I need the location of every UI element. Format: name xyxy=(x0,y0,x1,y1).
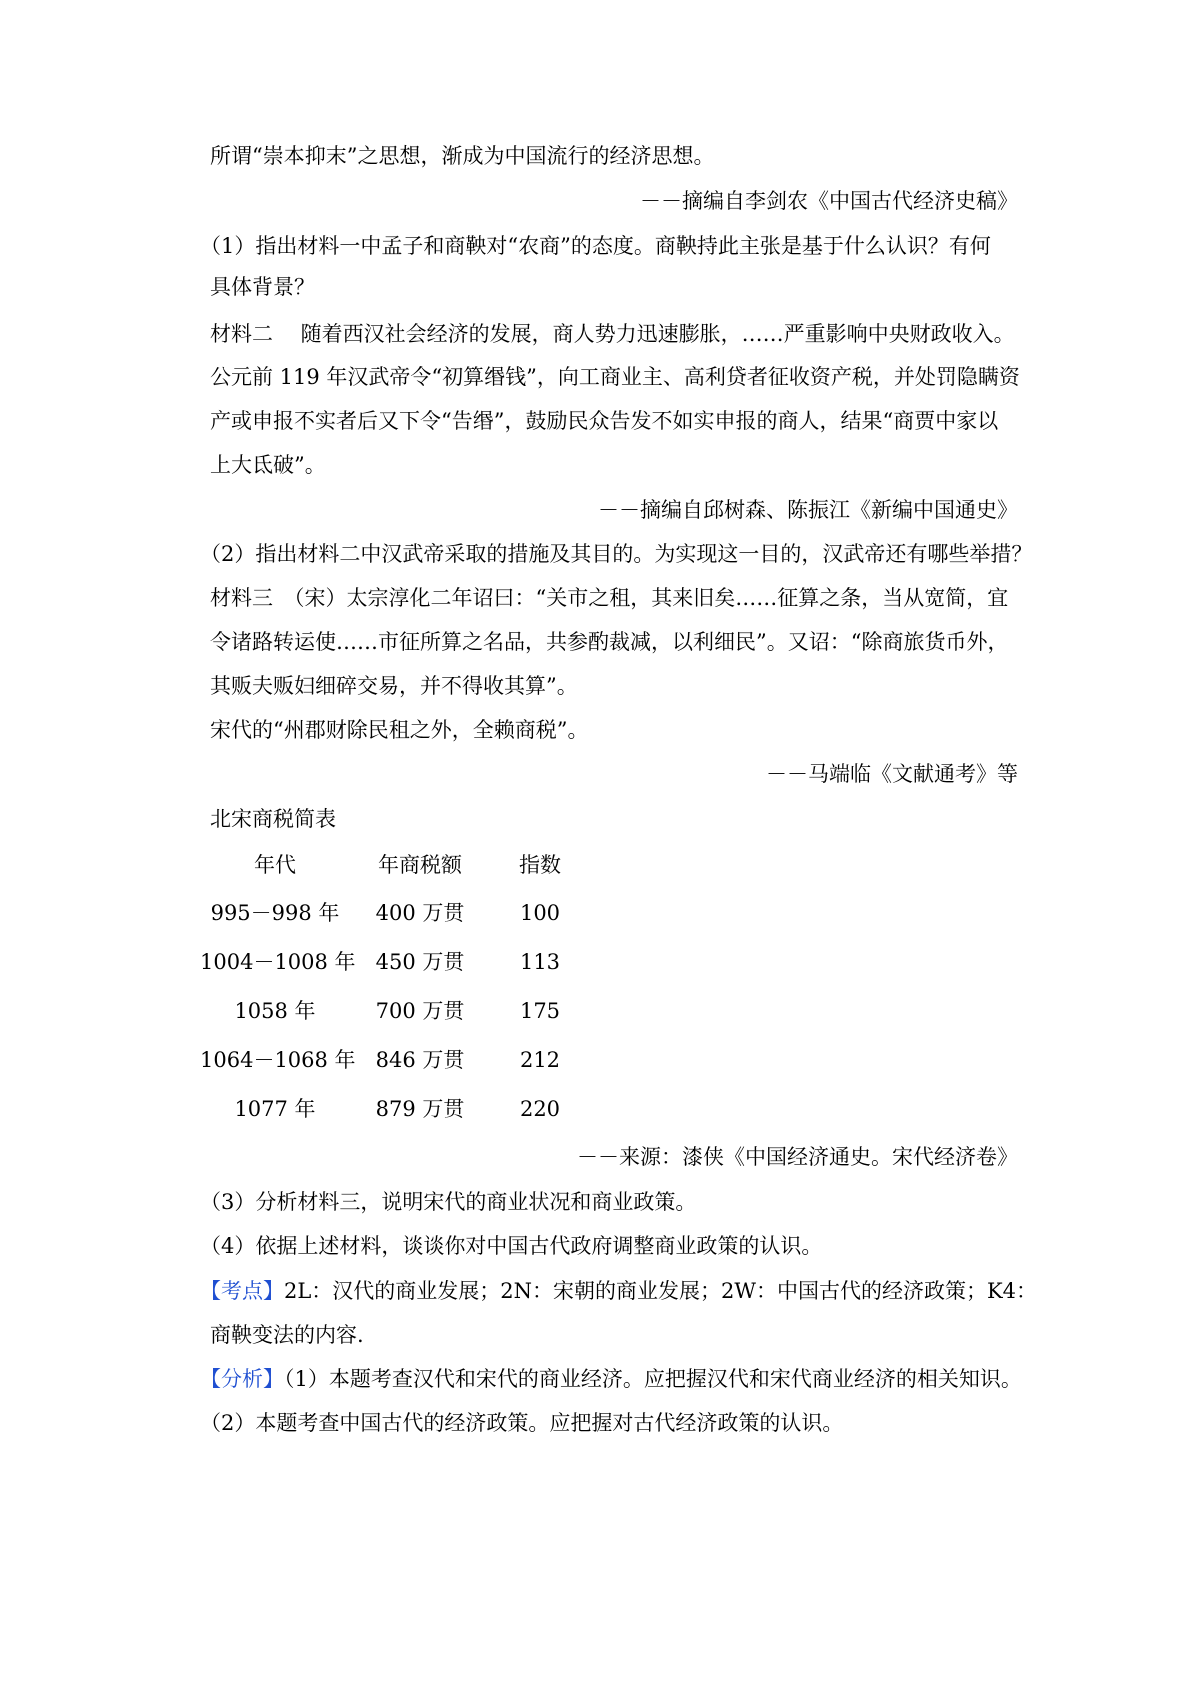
table-cell: 450 万贯 xyxy=(375,950,465,974)
source-citation: －－马端临《文献通考》等 xyxy=(766,762,1018,786)
table-cell: 1004－1008 年 xyxy=(200,950,356,974)
material-3-line: 材料三 （宋）太宗淳化二年诏曰：“关市之租，其来旧矣……征算之条，当从宽简，宜 xyxy=(210,586,1009,610)
kaodian-line xyxy=(200,1278,1037,1304)
material-2-line: 公元前 119 年汉武帝令“初算缗钱”，向工商业主、高利贷者征收资产税，并处罚隐瞒资 xyxy=(210,365,1020,389)
table-cell: 113 xyxy=(519,950,561,974)
source-citation: －－来源：漆侠《中国经济通史。宋代经济卷》 xyxy=(577,1145,1018,1169)
table-cell: 995－998 年 xyxy=(210,901,340,925)
table-title: 北宋商税简表 xyxy=(210,807,336,831)
table-cell: 1077 年 xyxy=(234,1097,316,1121)
question-1-cont: 具体背景？ xyxy=(210,275,315,299)
kaodian-line-cont: 商鞅变法的内容. xyxy=(210,1323,364,1347)
source-citation: －－摘编自邱树森、陈振江《新编中国通史》 xyxy=(598,498,1018,522)
kaodian-text: 2L：汉代的商业发展；2N：宋朝的商业发展；2W：中国古代的经济政策；K4： xyxy=(284,1279,1038,1303)
material-2-line: 材料二 随着西汉社会经济的发展，商人势力迅速膨胀，……严重影响中央财政收入。 xyxy=(210,322,1015,346)
table-cell: 175 xyxy=(519,999,561,1023)
material-3-line: 令诸路转运使……市征所算之名品，共参酌裁减，以利细民”。又诏：“除商旅货币外， xyxy=(210,630,1009,654)
table-header-cell: 指数 xyxy=(519,853,561,877)
table-header-cell: 年代 xyxy=(254,853,296,877)
question-4: （4）依据上述材料，谈谈你对中国古代政府调整商业政策的认识。 xyxy=(200,1234,823,1258)
table-cell: 1064－1068 年 xyxy=(200,1048,356,1072)
kaodian-tag: 【考点】 xyxy=(200,1279,284,1303)
table-cell: 100 xyxy=(519,901,561,925)
table-header-cell: 年商税额 xyxy=(378,853,462,877)
question-3: （3）分析材料三，说明宋代的商业状况和商业政策。 xyxy=(200,1190,697,1214)
material-3-line: 宋代的“州郡财除民租之外，全赖商税”。 xyxy=(210,718,589,742)
fenxi-line-cont: （2）本题考查中国古代的经济政策。应把握对古代经济政策的认识。 xyxy=(200,1411,844,1435)
text-line: 所谓“崇本抑末”之思想，渐成为中国流行的经济思想。 xyxy=(210,144,715,168)
fenxi-tag: 【分析】 xyxy=(200,1367,284,1391)
table-cell: 212 xyxy=(519,1048,561,1072)
table-cell: 1058 年 xyxy=(234,999,316,1023)
question-2: （2）指出材料二中汉武帝采取的措施及其目的。为实现这一目的，汉武帝还有哪些举措？ xyxy=(200,542,1033,566)
material-3-line: 其贩夫贩妇细碎交易，并不得收其算”。 xyxy=(210,674,578,698)
fenxi-line xyxy=(200,1366,1022,1392)
table-cell: 400 万贯 xyxy=(375,901,465,925)
material-2-line: 上大氐破”。 xyxy=(210,453,326,477)
table-cell: 879 万贯 xyxy=(375,1097,465,1121)
fenxi-text: （1）本题考查汉代和宋代的商业经济。应把握汉代和宋代商业经济的相关知识。 xyxy=(284,1367,1022,1391)
question-1: （1）指出材料一中孟子和商鞅对“农商”的态度。商鞅持此主张是基于什么认识？有何 xyxy=(200,234,991,258)
source-citation: －－摘编自李剑农《中国古代经济史稿》 xyxy=(640,189,1018,213)
material-2-line: 产或申报不实者后又下令“告缗”，鼓励民众告发不如实申报的商人，结果“商贾中家以 xyxy=(210,409,999,433)
table-cell: 220 xyxy=(519,1097,561,1121)
table-cell: 846 万贯 xyxy=(375,1048,465,1072)
table-cell: 700 万贯 xyxy=(375,999,465,1023)
